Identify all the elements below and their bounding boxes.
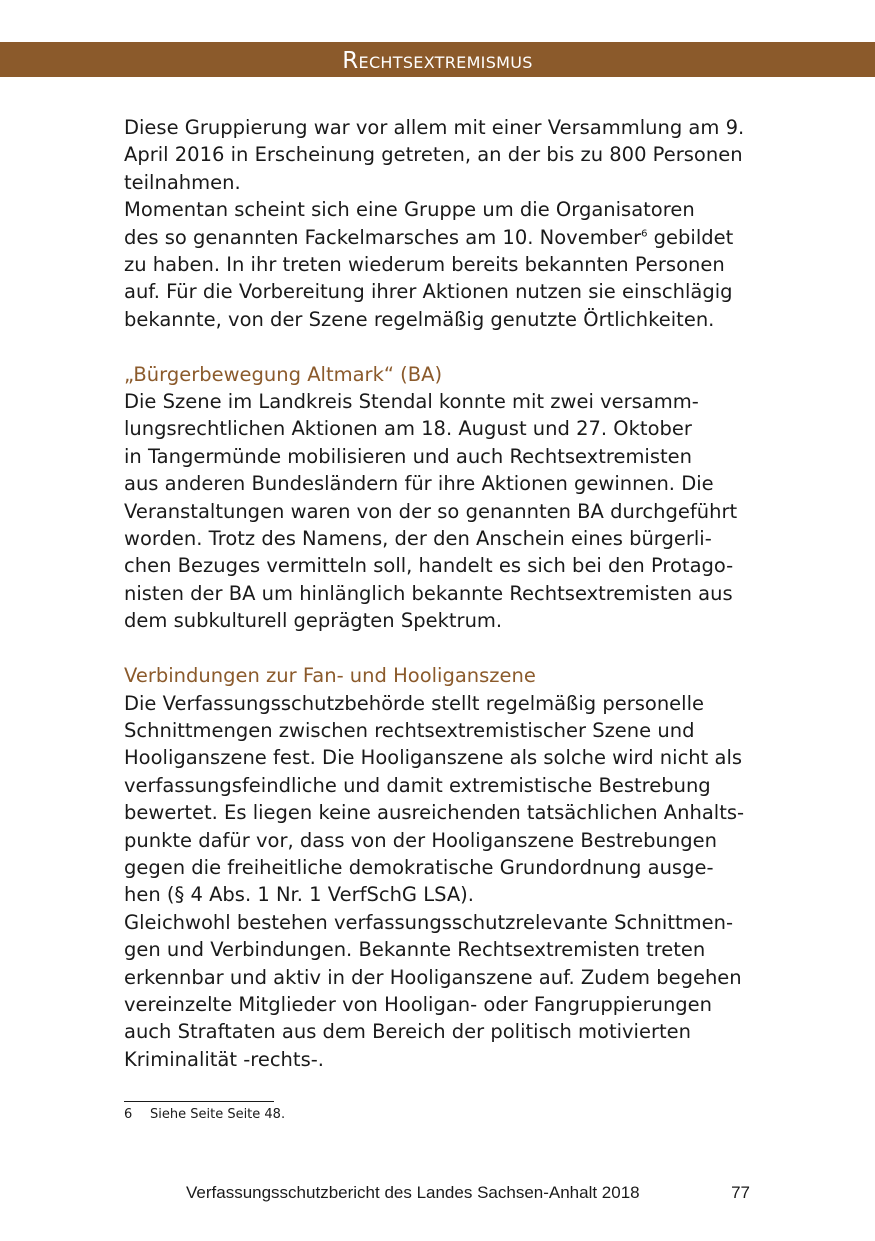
section-gap	[124, 635, 764, 662]
page-number: 77	[731, 1183, 750, 1202]
section-heading-hooligans: Verbindungen zur Fan- und Hooliganszene	[124, 664, 536, 688]
main-content	[124, 114, 764, 1073]
section-text-hooligans-1: Die Verfassungsschutzbehörde stellt regelmäßig personelle Schnittmengen zwischen rechtsextremistischer Szene und Hooliganszene fest. Die Hooliganszene als solche wird nicht als verfassungsfeindliche und damit extremistische Bestrebung bewertet. Es liegen keine ausreichenden tatsächlichen Anhalts- punkte dafür vor, dass von der Hooliganszene Bestrebungen gegen die freiheitliche demokratische Grundordnung ausge- hen (§ 4 Abs. 1 Nr. 1 VerfSchG LSA).	[124, 691, 745, 907]
section-heading-ba: „Bürgerbewegung Altmark“ (BA)	[124, 362, 443, 386]
footnote-reference: 6	[641, 228, 648, 240]
intro-paragraph-1: Diese Gruppierung war vor allem mit einer Versammlung am 9. April 2016 in Erscheinung getreten, an der bis zu 800 Personen teilnahmen.	[124, 116, 745, 194]
intro-paragraph-2-end: gebildet zu haben. In ihr treten wiederum bereits bekannten Personen auf. Für die Vorbereitung ihrer Aktionen nutzen sie einschlägig bekannte, von der Szene regelmäßig genutzte Örtlichkeiten.	[124, 225, 734, 331]
section-text-ba: Die Szene im Landkreis Stendal konnte mit zwei versamm- lungsrechtlichen Aktionen am 18. August und 27. Oktober in Tangermünde mobilisieren und auch Rechtsextremisten aus anderen Bundesländern für ihre Aktionen gewinnen. Die Veranstaltungen waren von der so genannten BA durchgeführt worden. Trotz des Namens, der den Anschein eines bürgerli- chen Bezuges vermitteln soll, handelt es sich bei den Protago- nisten der BA um hinlänglich bekannte Rechtsextremisten aus dem subkulturell geprägten Spektrum.	[124, 390, 738, 633]
footnote	[124, 1106, 285, 1124]
intro-paragraph-2-start: Momentan scheint sich eine Gruppe um die Organisatoren des so genannten Fackelmarsches am 10. November	[124, 198, 695, 249]
footer-publication-title: Verfassungsschutzbericht des Landes Sachsen-Anhalt 2018	[186, 1183, 640, 1202]
page-title: Rechtsextremismus	[342, 48, 533, 74]
section-text-hooligans-2: Gleichwohl bestehen verfassungsschutzrelevante Schnittmen- gen und Verbindungen. Bekannte Rechtsextremisten treten erkennbar und aktiv in der Hooliganszene auf. Zudem begehen vereinzelte Mitglieder von Hooligan- oder Fangruppierungen auch Straftaten aus dem Bereich der politisch motivierten Kriminalität -rechts-.	[124, 910, 742, 1071]
footnote-divider	[124, 1101, 274, 1102]
header-bar	[0, 42, 875, 77]
footnote-text: Siehe Seite Seite 48.	[150, 1107, 286, 1122]
footnote-number: 6	[124, 1107, 133, 1122]
intro-paragraph-2	[124, 196, 764, 333]
section-gap	[124, 333, 764, 360]
